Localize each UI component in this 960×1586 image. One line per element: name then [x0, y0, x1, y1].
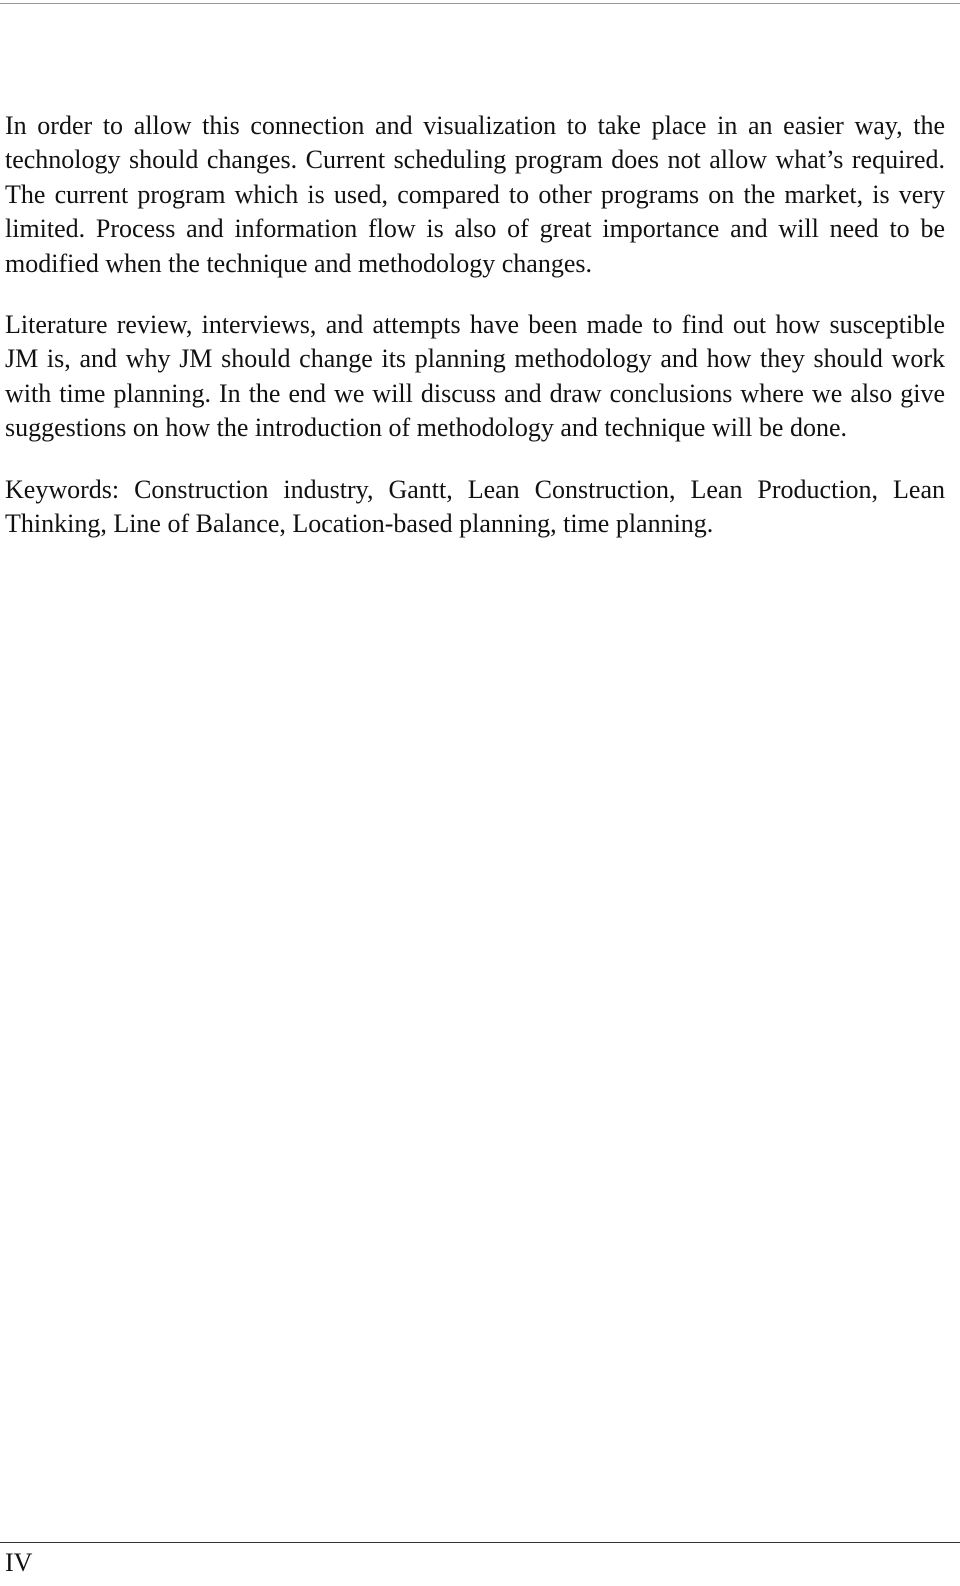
paragraph-keywords: Keywords: Construction industry, Gantt, Lean Construction, Lean Production, Lean Thinking, Line of Balance, Location-based planning, time planning. — [5, 474, 945, 539]
paragraph-literature-review: Literature review, interviews, and attempts have been made to find out how susceptible JM is, and why JM should change its planning methodology and how they should work with time planning. In the end we will discuss and draw conclusions where we also give suggestions on how the introduction of methodology and technique will be done. — [5, 310, 945, 443]
paragraph-technology: In order to allow this connection and visualization to take place in an easier way, the technology should changes. Current scheduling program does not allow what’s required. The current program which is used, compared to other programs on the market, is very limited. Process and information flow is also of great importance and will need to be modified when the technique and methodology changes. — [5, 111, 945, 278]
footer-divider — [0, 1542, 960, 1543]
document-body — [5, 109, 945, 568]
page-number: IV — [5, 1548, 33, 1577]
top-divider — [0, 3, 960, 4]
